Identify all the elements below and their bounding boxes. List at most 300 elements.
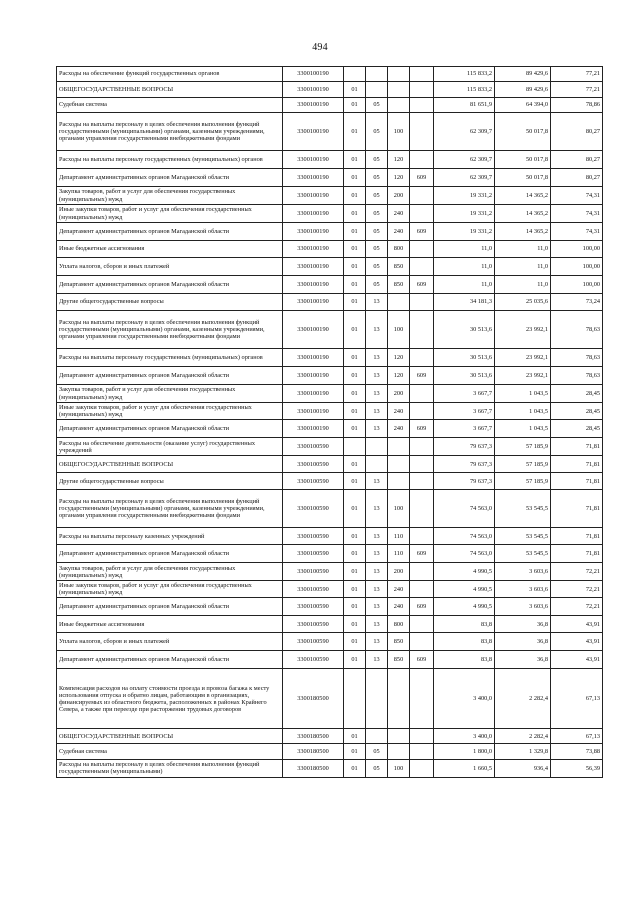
percent-cell: 73,24 — [551, 294, 603, 311]
subsection-cell: 05 — [366, 223, 388, 241]
code-cell: 3300100190 — [283, 294, 344, 311]
table-row — [57, 490, 603, 528]
name-cell: Департамент административных органов Магаданской области — [57, 169, 283, 187]
fact-cell: 2 282,4 — [495, 669, 551, 729]
subsection-cell: 05 — [366, 151, 388, 169]
code-cell: 3300100190 — [283, 113, 344, 151]
table-row — [57, 98, 603, 113]
code-cell: 3300100590 — [283, 528, 344, 545]
percent-cell: 28,45 — [551, 385, 603, 403]
table-row — [57, 651, 603, 669]
subsection-cell: 13 — [366, 420, 388, 438]
code-cell: 3300100590 — [283, 651, 344, 669]
table-row — [57, 456, 603, 473]
plan-cell: 30 513,6 — [434, 311, 495, 349]
subsection-cell: 13 — [366, 581, 388, 598]
table-row — [57, 598, 603, 616]
section-cell: 01 — [344, 528, 366, 545]
name-cell: Уплата налогов, сборов и иных платежей — [57, 258, 283, 276]
plan-cell: 62 309,7 — [434, 151, 495, 169]
percent-cell: 74,31 — [551, 205, 603, 223]
percent-cell: 100,00 — [551, 276, 603, 294]
subsection-cell: 13 — [366, 403, 388, 420]
code-cell: 3300100190 — [283, 205, 344, 223]
table-row — [57, 528, 603, 545]
section-cell: 01 — [344, 651, 366, 669]
code-cell: 3300100590 — [283, 456, 344, 473]
expense-type-cell: 850 — [388, 651, 410, 669]
name-cell: Департамент административных органов Магаданской области — [57, 598, 283, 616]
section-cell: 01 — [344, 385, 366, 403]
expense-type-cell: 120 — [388, 349, 410, 367]
percent-cell: 80,27 — [551, 151, 603, 169]
plan-cell: 1 800,0 — [434, 744, 495, 760]
fact-cell: 36,8 — [495, 633, 551, 651]
table-row — [57, 294, 603, 311]
table-row — [57, 438, 603, 456]
fact-cell: 14 365,2 — [495, 223, 551, 241]
percent-cell: 74,31 — [551, 223, 603, 241]
grbs-cell: 609 — [410, 223, 434, 241]
fact-cell: 57 185,9 — [495, 473, 551, 490]
percent-cell: 72,21 — [551, 581, 603, 598]
table-row — [57, 258, 603, 276]
table-row — [57, 67, 603, 82]
plan-cell: 74 563,0 — [434, 545, 495, 563]
fact-cell: 1 329,8 — [495, 744, 551, 760]
plan-cell: 11,0 — [434, 241, 495, 258]
plan-cell: 4 990,5 — [434, 563, 495, 581]
subsection-cell: 05 — [366, 113, 388, 151]
name-cell: Расходы на выплаты персоналу в целях обеспечения выполнения функций государственными (муниципальными) — [57, 760, 283, 777]
section-cell — [344, 438, 366, 456]
section-cell: 01 — [344, 633, 366, 651]
subsection-cell — [366, 456, 388, 473]
section-cell: 01 — [344, 367, 366, 385]
subsection-cell: 13 — [366, 473, 388, 490]
name-cell: Закупка товаров, работ и услуг для обеспечения государственных (муниципальных) нужд — [57, 563, 283, 581]
subsection-cell: 05 — [366, 187, 388, 205]
grbs-cell — [410, 438, 434, 456]
grbs-cell: 609 — [410, 545, 434, 563]
expense-type-cell — [388, 438, 410, 456]
section-cell: 01 — [344, 403, 366, 420]
percent-cell: 71,81 — [551, 456, 603, 473]
percent-cell: 72,21 — [551, 598, 603, 616]
plan-cell: 115 833,2 — [434, 82, 495, 98]
percent-cell: 80,27 — [551, 113, 603, 151]
fact-cell: 53 545,5 — [495, 490, 551, 528]
code-cell: 3300100190 — [283, 349, 344, 367]
subsection-cell — [366, 67, 388, 82]
percent-cell: 72,21 — [551, 563, 603, 581]
code-cell: 3300100190 — [283, 311, 344, 349]
plan-cell: 83,8 — [434, 633, 495, 651]
code-cell: 3300100590 — [283, 581, 344, 598]
expense-type-cell: 100 — [388, 113, 410, 151]
grbs-cell — [410, 528, 434, 545]
name-cell: Судебная система — [57, 744, 283, 760]
table-row — [57, 669, 603, 729]
name-cell: Иные закупки товаров, работ и услуг для обеспечения государственных (муниципальных) нужд — [57, 581, 283, 598]
expense-type-cell — [388, 744, 410, 760]
code-cell: 3300100190 — [283, 169, 344, 187]
grbs-cell — [410, 669, 434, 729]
fact-cell: 14 365,2 — [495, 187, 551, 205]
budget-table-body — [57, 67, 603, 778]
grbs-cell — [410, 294, 434, 311]
section-cell: 01 — [344, 276, 366, 294]
subsection-cell: 13 — [366, 490, 388, 528]
grbs-cell — [410, 82, 434, 98]
fact-cell: 1 043,5 — [495, 385, 551, 403]
expense-type-cell: 120 — [388, 151, 410, 169]
code-cell: 3300100190 — [283, 420, 344, 438]
plan-cell: 62 309,7 — [434, 113, 495, 151]
plan-cell: 30 513,6 — [434, 367, 495, 385]
percent-cell: 71,81 — [551, 490, 603, 528]
table-row — [57, 169, 603, 187]
name-cell: Закупка товаров, работ и услуг для обеспечения государственных (муниципальных) нужд — [57, 187, 283, 205]
grbs-cell — [410, 258, 434, 276]
fact-cell: 89 429,6 — [495, 67, 551, 82]
fact-cell: 64 394,0 — [495, 98, 551, 113]
percent-cell: 28,45 — [551, 403, 603, 420]
table-row — [57, 744, 603, 760]
percent-cell: 78,63 — [551, 367, 603, 385]
subsection-cell — [366, 669, 388, 729]
expense-type-cell: 200 — [388, 563, 410, 581]
name-cell: Расходы на выплаты персоналу государственных (муниципальных) органов — [57, 349, 283, 367]
name-cell: Департамент административных органов Магаданской области — [57, 276, 283, 294]
fact-cell: 53 545,5 — [495, 528, 551, 545]
section-cell: 01 — [344, 187, 366, 205]
percent-cell: 74,31 — [551, 187, 603, 205]
section-cell: 01 — [344, 151, 366, 169]
plan-cell: 83,8 — [434, 651, 495, 669]
code-cell: 3300100590 — [283, 490, 344, 528]
name-cell: Иные закупки товаров, работ и услуг для обеспечения государственных (муниципальных) нужд — [57, 205, 283, 223]
section-cell: 01 — [344, 169, 366, 187]
subsection-cell: 13 — [366, 294, 388, 311]
section-cell: 01 — [344, 473, 366, 490]
grbs-cell — [410, 205, 434, 223]
name-cell: Департамент административных органов Магаданской области — [57, 420, 283, 438]
percent-cell: 80,27 — [551, 169, 603, 187]
subsection-cell: 05 — [366, 169, 388, 187]
plan-cell: 30 513,6 — [434, 349, 495, 367]
subsection-cell: 13 — [366, 651, 388, 669]
table-row — [57, 367, 603, 385]
expense-type-cell: 240 — [388, 598, 410, 616]
code-cell: 3300100590 — [283, 633, 344, 651]
expense-type-cell — [388, 669, 410, 729]
section-cell — [344, 669, 366, 729]
fact-cell: 36,8 — [495, 616, 551, 633]
subsection-cell: 05 — [366, 241, 388, 258]
expense-type-cell: 800 — [388, 241, 410, 258]
grbs-cell — [410, 311, 434, 349]
fact-cell: 14 365,2 — [495, 205, 551, 223]
percent-cell: 78,63 — [551, 311, 603, 349]
expense-type-cell — [388, 473, 410, 490]
table-row — [57, 349, 603, 367]
fact-cell: 3 603,6 — [495, 563, 551, 581]
fact-cell: 36,8 — [495, 651, 551, 669]
plan-cell: 3 667,7 — [434, 385, 495, 403]
name-cell: Другие общегосударственные вопросы — [57, 294, 283, 311]
code-cell: 3300100190 — [283, 151, 344, 169]
fact-cell: 11,0 — [495, 241, 551, 258]
plan-cell: 79 637,3 — [434, 456, 495, 473]
section-cell: 01 — [344, 420, 366, 438]
name-cell: Расходы на выплаты персоналу в целях обеспечения выполнения функций государственными (муниципальными) органами, казенными учреждениями, органами управления государственными внебюджетными фондами — [57, 311, 283, 349]
plan-cell: 11,0 — [434, 276, 495, 294]
name-cell: ОБЩЕГОСУДАРСТВЕННЫЕ ВОПРОСЫ — [57, 82, 283, 98]
grbs-cell — [410, 241, 434, 258]
code-cell: 3300100190 — [283, 67, 344, 82]
budget-table — [56, 66, 603, 778]
expense-type-cell: 850 — [388, 258, 410, 276]
table-row — [57, 311, 603, 349]
name-cell: Уплата налогов, сборов и иных платежей — [57, 633, 283, 651]
fact-cell: 1 043,5 — [495, 420, 551, 438]
percent-cell: 43,91 — [551, 651, 603, 669]
code-cell: 3300100190 — [283, 241, 344, 258]
table-row — [57, 82, 603, 98]
expense-type-cell: 110 — [388, 545, 410, 563]
percent-cell: 77,21 — [551, 82, 603, 98]
expense-type-cell: 120 — [388, 169, 410, 187]
expense-type-cell — [388, 729, 410, 744]
fact-cell: 3 603,6 — [495, 581, 551, 598]
fact-cell: 2 282,4 — [495, 729, 551, 744]
code-cell: 3300100590 — [283, 545, 344, 563]
plan-cell: 4 990,5 — [434, 581, 495, 598]
plan-cell: 83,8 — [434, 616, 495, 633]
table-row — [57, 276, 603, 294]
expense-type-cell: 100 — [388, 760, 410, 777]
code-cell: 3300180500 — [283, 669, 344, 729]
name-cell: Иные закупки товаров, работ и услуг для обеспечения государственных (муниципальных) нужд — [57, 403, 283, 420]
table-row — [57, 563, 603, 581]
code-cell: 3300100190 — [283, 385, 344, 403]
table-row — [57, 187, 603, 205]
grbs-cell: 609 — [410, 651, 434, 669]
subsection-cell: 13 — [366, 616, 388, 633]
subsection-cell — [366, 438, 388, 456]
section-cell: 01 — [344, 223, 366, 241]
section-cell: 01 — [344, 456, 366, 473]
subsection-cell: 13 — [366, 385, 388, 403]
fact-cell: 11,0 — [495, 276, 551, 294]
plan-cell: 19 331,2 — [434, 187, 495, 205]
fact-cell: 23 992,1 — [495, 367, 551, 385]
expense-type-cell: 240 — [388, 420, 410, 438]
expense-type-cell — [388, 82, 410, 98]
name-cell: Расходы на выплаты персоналу в целях обеспечения выполнения функций государственными (муниципальными) органами, казенными учреждениями, органами управления государственными внебюджетными фондами — [57, 113, 283, 151]
section-cell: 01 — [344, 258, 366, 276]
name-cell: Расходы на выплаты персоналу в целях обеспечения выполнения функций государственными (муниципальными) органами, казенными учреждениями, органами управления государственными внебюджетными фондами — [57, 490, 283, 528]
expense-type-cell: 240 — [388, 205, 410, 223]
expense-type-cell: 850 — [388, 633, 410, 651]
section-cell: 01 — [344, 581, 366, 598]
fact-cell: 89 429,6 — [495, 82, 551, 98]
page-number: 494 — [312, 42, 328, 53]
plan-cell: 3 667,7 — [434, 403, 495, 420]
name-cell: Расходы на обеспечение функций государственных органов — [57, 67, 283, 82]
name-cell: Департамент административных органов Магаданской области — [57, 367, 283, 385]
fact-cell: 57 185,9 — [495, 438, 551, 456]
grbs-cell: 609 — [410, 169, 434, 187]
name-cell: Иные бюджетные ассигнования — [57, 616, 283, 633]
grbs-cell: 609 — [410, 420, 434, 438]
code-cell: 3300100190 — [283, 98, 344, 113]
fact-cell: 25 035,6 — [495, 294, 551, 311]
section-cell: 01 — [344, 82, 366, 98]
table-row — [57, 545, 603, 563]
plan-cell: 62 309,7 — [434, 169, 495, 187]
subsection-cell: 13 — [366, 349, 388, 367]
expense-type-cell: 120 — [388, 367, 410, 385]
section-cell: 01 — [344, 598, 366, 616]
percent-cell: 43,91 — [551, 616, 603, 633]
code-cell: 3300180500 — [283, 729, 344, 744]
section-cell: 01 — [344, 205, 366, 223]
code-cell: 3300180500 — [283, 760, 344, 777]
plan-cell: 11,0 — [434, 258, 495, 276]
table-row — [57, 616, 603, 633]
expense-type-cell: 100 — [388, 311, 410, 349]
table-row — [57, 473, 603, 490]
subsection-cell: 05 — [366, 205, 388, 223]
subsection-cell — [366, 82, 388, 98]
table-row — [57, 151, 603, 169]
percent-cell: 77,21 — [551, 67, 603, 82]
section-cell: 01 — [344, 563, 366, 581]
fact-cell: 1 043,5 — [495, 403, 551, 420]
percent-cell: 100,00 — [551, 241, 603, 258]
subsection-cell: 13 — [366, 311, 388, 349]
section-cell: 01 — [344, 760, 366, 777]
table-row — [57, 581, 603, 598]
section-cell: 01 — [344, 241, 366, 258]
grbs-cell — [410, 403, 434, 420]
grbs-cell — [410, 760, 434, 777]
percent-cell: 73,88 — [551, 744, 603, 760]
percent-cell: 78,63 — [551, 349, 603, 367]
grbs-cell: 609 — [410, 276, 434, 294]
percent-cell: 43,91 — [551, 633, 603, 651]
grbs-cell — [410, 729, 434, 744]
plan-cell: 115 833,2 — [434, 67, 495, 82]
fact-cell: 50 017,8 — [495, 113, 551, 151]
grbs-cell — [410, 563, 434, 581]
expense-type-cell — [388, 456, 410, 473]
expense-type-cell: 800 — [388, 616, 410, 633]
name-cell: Расходы на выплаты персоналу государственных (муниципальных) органов — [57, 151, 283, 169]
name-cell: Расходы на выплаты персоналу казенных учреждений — [57, 528, 283, 545]
code-cell: 3300100590 — [283, 438, 344, 456]
table-row — [57, 385, 603, 403]
plan-cell: 4 990,5 — [434, 598, 495, 616]
fact-cell: 50 017,8 — [495, 151, 551, 169]
name-cell: Компенсация расходов на оплату стоимости проезда и провоза багажа к месту использования отпуска и обратно лицам, работающим в организациях, финансируемых из областного бюджета, расположенных в районах Крайнего Севера, а также при переезде при расторжении трудовых договоров — [57, 669, 283, 729]
section-cell: 01 — [344, 349, 366, 367]
section-cell: 01 — [344, 113, 366, 151]
section-cell: 01 — [344, 744, 366, 760]
table-row — [57, 205, 603, 223]
section-cell: 01 — [344, 311, 366, 349]
grbs-cell: 609 — [410, 598, 434, 616]
code-cell: 3300180500 — [283, 744, 344, 760]
name-cell: Другие общегосударственные вопросы — [57, 473, 283, 490]
fact-cell: 3 603,6 — [495, 598, 551, 616]
section-cell: 01 — [344, 294, 366, 311]
expense-type-cell: 240 — [388, 581, 410, 598]
name-cell: Закупка товаров, работ и услуг для обеспечения государственных (муниципальных) нужд — [57, 385, 283, 403]
grbs-cell — [410, 473, 434, 490]
fact-cell: 23 992,1 — [495, 311, 551, 349]
grbs-cell — [410, 67, 434, 82]
code-cell: 3300100590 — [283, 563, 344, 581]
name-cell: Иные бюджетные ассигнования — [57, 241, 283, 258]
grbs-cell — [410, 616, 434, 633]
grbs-cell — [410, 744, 434, 760]
grbs-cell: 609 — [410, 367, 434, 385]
table-row — [57, 241, 603, 258]
grbs-cell — [410, 113, 434, 151]
percent-cell: 100,00 — [551, 258, 603, 276]
grbs-cell — [410, 151, 434, 169]
section-cell — [344, 67, 366, 82]
table-row — [57, 420, 603, 438]
code-cell: 3300100190 — [283, 187, 344, 205]
expense-type-cell: 200 — [388, 385, 410, 403]
subsection-cell: 05 — [366, 744, 388, 760]
table-row — [57, 223, 603, 241]
plan-cell: 79 637,3 — [434, 438, 495, 456]
name-cell: ОБЩЕГОСУДАРСТВЕННЫЕ ВОПРОСЫ — [57, 729, 283, 744]
percent-cell: 71,81 — [551, 473, 603, 490]
subsection-cell: 13 — [366, 367, 388, 385]
percent-cell: 71,81 — [551, 528, 603, 545]
code-cell: 3300100190 — [283, 367, 344, 385]
table-row — [57, 633, 603, 651]
section-cell: 01 — [344, 545, 366, 563]
grbs-cell — [410, 187, 434, 205]
subsection-cell: 05 — [366, 258, 388, 276]
plan-cell: 79 637,3 — [434, 473, 495, 490]
plan-cell: 74 563,0 — [434, 490, 495, 528]
percent-cell: 71,81 — [551, 438, 603, 456]
expense-type-cell — [388, 294, 410, 311]
subsection-cell: 05 — [366, 760, 388, 777]
grbs-cell — [410, 385, 434, 403]
subsection-cell: 05 — [366, 276, 388, 294]
plan-cell: 3 400,0 — [434, 669, 495, 729]
subsection-cell: 05 — [366, 98, 388, 113]
expense-type-cell — [388, 98, 410, 113]
grbs-cell — [410, 581, 434, 598]
plan-cell: 19 331,2 — [434, 205, 495, 223]
code-cell: 3300100590 — [283, 598, 344, 616]
plan-cell: 1 660,5 — [434, 760, 495, 777]
name-cell: Департамент административных органов Магаданской области — [57, 545, 283, 563]
name-cell: Судебная система — [57, 98, 283, 113]
plan-cell: 81 651,9 — [434, 98, 495, 113]
subsection-cell: 13 — [366, 528, 388, 545]
